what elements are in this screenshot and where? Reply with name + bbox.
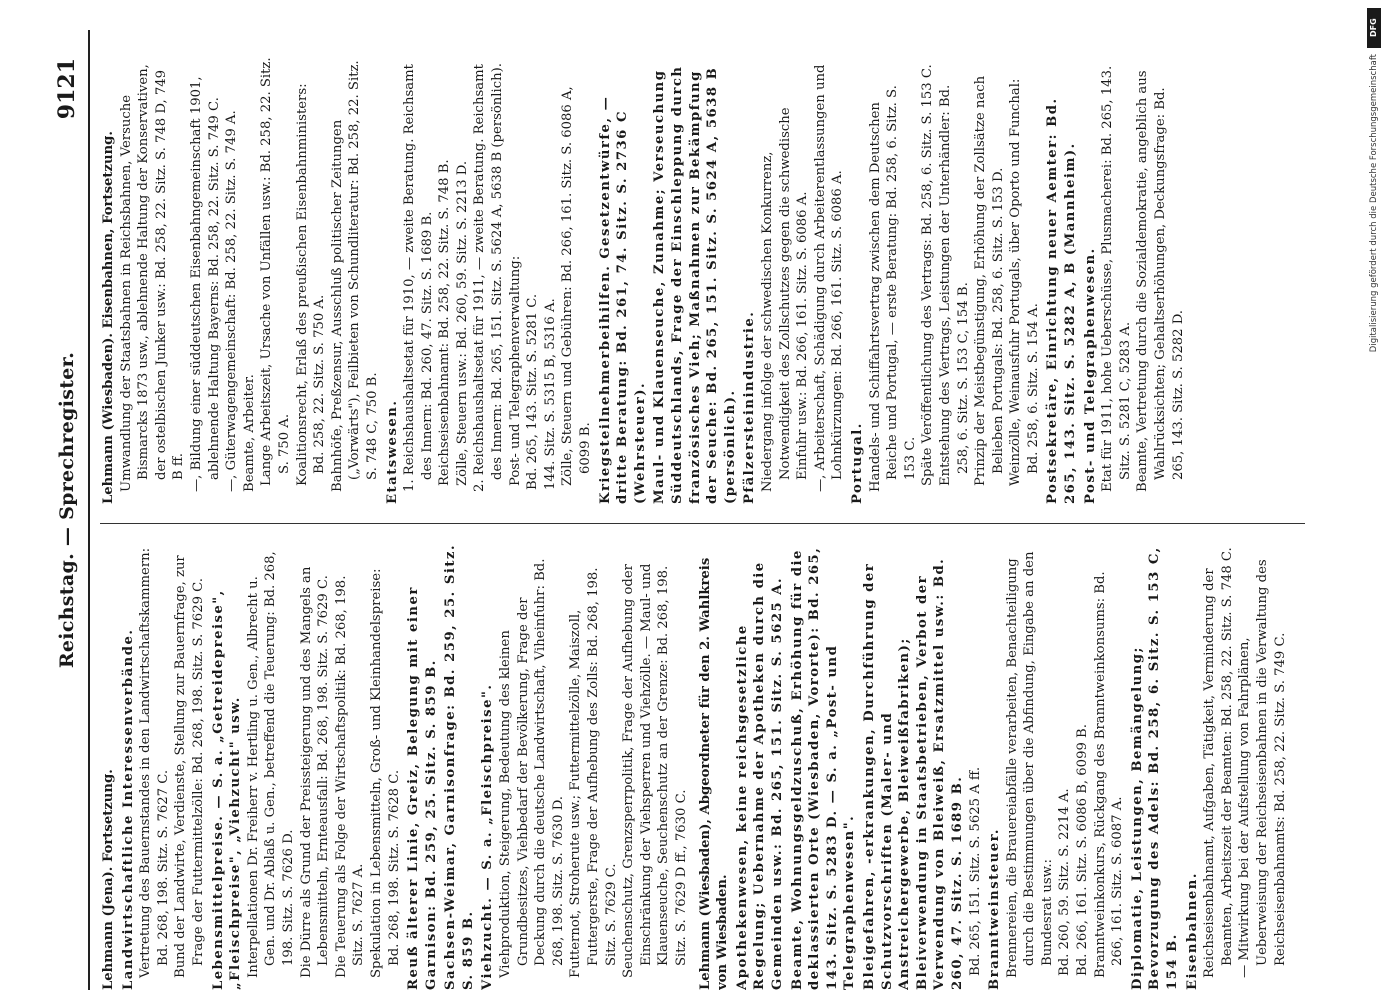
index-entry: Brennereien, die Brauereiabfälle verarbeiten, Benachteiligung durch die Bestimmungen über die Abfindung, Eingabe an den Bundesrat usw.: <box>1004 551 1055 978</box>
topic-heading: Branntweinsteuer. <box>987 828 1003 990</box>
index-entry: Handels- und Schiffahrtsvertrag zwischen dem Deutschen Reiche und Portugal, — erste Beratung: Bd. 258, 6. Sitz. S. 153 C. <box>867 85 918 492</box>
index-subentry: Prinzip der Meistbegünstigung, Erhöhung der Zollsätze nach Belieben Portugals: Bd. 258, 6. Sitz. S. 153 D. <box>973 75 1006 486</box>
topic-heading: Diplomatie, Leistungen, Bemängelung; Bevorzugung des Adels: Bd. 258, 6. Sitz. S. 153 C, 154 B. <box>1129 546 1181 990</box>
digitization-credit: Digitalisierung gefördert durch die Deutsche Forschungsgemeinschaft <box>1369 54 1379 353</box>
index-subentry: Weinzölle, Weinausfuhr Portugals, über Oporto und Funchal: Bd. 258, 6. Sitz. S. 154 A. <box>1008 78 1041 486</box>
index-entry: 1. Reichshaushaltsetat für 1910, — zweite Beratung. Reichsamt des Innern: Bd. 260, 47. Sitz. S. 1689 B. <box>402 64 435 492</box>
topic-heading: Post- und Telegraphenwesen. <box>1082 247 1098 504</box>
topic-heading: Postsekretäre, Einrichtung neuer Aemter: Bd. 265, 143. Sitz. S. 5282 A, B (Mannheim). <box>1045 97 1079 504</box>
index-reference: Bd. 266, 161. Sitz. S. 6086 B, 6099 B. <box>1075 724 1091 976</box>
index-entry: Die Dürre als Grund der Preissteigerung und des Mangels an Lebensmitteln, Ernteausfall: Bd. 268, 198. Sitz. S. 7629 C. <box>298 566 332 978</box>
member-heading: Lehmann (Jena). Fortsetzung. <box>101 769 116 990</box>
topic-heading: Eisenbahnen. <box>1184 872 1200 990</box>
header-rule <box>88 30 90 990</box>
index-entry: Vertretung des Bauernstandes in den Landwirtschaftskammern: Bd. 268, 198. Sitz. S. 7627 C. <box>138 547 171 978</box>
topic-heading: Pfälzersteinindustrie. <box>742 310 758 504</box>
index-entry: —, Bildung einer süddeutschen Eisenbahngemeinschaft 1901, ablehnende Haltung Bayerns: Bd. 258, 22. Sitz. S. 749 C. <box>188 76 222 492</box>
topic-heading: Landwirtschaftliche Interessenverbände. <box>120 628 136 990</box>
index-entry: Branntweinkonkurs, Rückgang des Branntweinkonsums: Bd. 266, 161. Sitz. S. 6087 A. <box>1092 571 1126 978</box>
index-entry: — Mitwirkung bei der Aufstellung von Fahrplänen, Ueberweisung der Reichseisenbahnen in die Verwaltung des Reichseisenbahnamts: Bd. 258, 22. Sitz. S. 749 C. <box>1237 559 1288 978</box>
running-head-title: Reichstag. — Sprechregister. <box>56 351 78 669</box>
digitization-note <box>1365 8 1383 998</box>
index-entry: Reichseisenbahnamt, Aufgaben, Tätigkeit, Verminderung der Beamten, Arbeitszeit der Beamten: Bd. 258, 22. Sitz. S. 748 C. <box>1202 547 1235 978</box>
index-subentry: Post- und Telegraphenverwaltung: <box>507 255 523 486</box>
topic-heading: Etatswesen. <box>384 399 400 504</box>
index-entry: Spekulation in Lebensmitteln, Groß- und Kleinhandelspreise: Bd. 268, 198. Sitz. S. 7628 C. <box>368 568 402 978</box>
index-subentry: Zölle, Steuern usw.: Bd. 260, 59. Sitz. S. 2213 D. <box>454 160 470 486</box>
index-entry: Umwandlung der Staatsbahnen in Reichsbahnen, Versuche Bismarcks 1873 usw., ablehnende Haltung der Konservativen, der ostelbischen Junker usw.: Bd. 258, 22. Sitz. S. 748 D, 749 B ff. <box>118 64 187 492</box>
index-entry: Interpellationen Dr. Freiherr v. Hertling u. Gen., Albrecht u. Gen. und Dr. Ablaß u. Gen., betreffend die Teuerung: Bd. 268, 198. Sitz. S. 7626 D. <box>245 551 296 978</box>
dfg-logo: DFG <box>1367 8 1381 48</box>
left-column <box>100 543 1310 990</box>
index-entry: Niedergang infolge der schwedischen Konkurrenz, Notwendigkeit des Zollschutzes gegen die schwedische Einfuhr usw.: Bd. 266, 161. Sitz. S. 6086 A. <box>759 107 811 492</box>
index-entry: 2. Reichshaushaltsetat für 1911, — zweite Beratung. Reichsamt des Innern: Bd. 265, 151. Sitz. S. 5624 A, 5638 B (persönlich). <box>472 63 506 492</box>
index-entry: Bund der Landwirte, Verdienste, Stellung zur Bauernfrage, zur Frage der Futtermittelzölle: Bd. 268, 198. Sitz. S. 7629 C. <box>173 555 206 978</box>
index-subentry: Koalitionsrecht, Erlaß des preußischen Eisenbahnministers: Bd. 258, 22. Sitz. S. 750 A. <box>294 83 328 486</box>
index-reference: 144. Sitz. S. 5315 B, 5316 A. <box>542 298 558 490</box>
index-entry: Beamte, Vertretung durch die Sozialdemokratie, angeblich aus Wahlrücksichten; Gehaltserhöhungen, Deckungsfrage: Bd. 265, 143. Sitz. S. 5282 D. <box>1135 70 1186 492</box>
topic-heading: Beamte, Wohnungsgeldzuschuß, Erhöhung für die deklassierten Orte (Wiesbaden, Vororte): Bd. 265, 143. Sitz. S. 5283 D. — S. a. „Post- und Telegraphenwesen". <box>789 546 858 990</box>
column-divider <box>100 523 1305 524</box>
index-entry: Beamte, Arbeiter. <box>241 374 257 492</box>
right-column <box>100 57 1310 504</box>
member-heading: Lehmann (Wiesbaden), Abgeordneter für den 2. Wahlkreis von Wiesbaden. <box>697 557 731 990</box>
topic-heading: Lebensmittelpreise. — S. a. „Getreidepreise", „Fleischpreise", „Viehzucht" usw. <box>210 589 244 990</box>
index-subentry: Zölle, Steuern und Gebühren: Bd. 266, 161. Sitz. S. 6086 A, 6099 B. <box>560 86 594 486</box>
topic-heading: Bleigefahren, -erkrankungen, Durchführung der Schutzvorschriften (Maler- und Anstreichergewerbe, Bleiweißfabriken); Bleiverwendung in Staatsbetrieben, Verbot der Verwendung von Bleiweiß, Ersatzmittel usw.: Bd. 260, 47. Sitz. S. 1689 B. <box>861 557 965 990</box>
index-entry: Etat für 1911, hohe Ueberschüsse, Plusmacherei: Bd. 265, 143. Sitz. S. 5281 C, 5283 A. <box>1100 65 1133 492</box>
index-entry: Die Teuerung als Folge der Wirtschaftspolitik: Bd. 268, 198. Sitz. S. 7627 A. <box>333 575 367 978</box>
index-subentry: Lange Arbeitszeit, Ursache von Unfällen usw.: Bd. 258, 22. Sitz. S. 750 A. <box>259 57 292 486</box>
index-subentry: Späte Veröffentlichung des Vertrags: Bd. 258, 6. Sitz. S. 153 C. <box>920 64 936 486</box>
member-heading: Lehmann (Wiesbaden). Eisenbahnen, Fortsetzung. <box>101 131 116 504</box>
index-entry: Seuchenschutz, Grenzsperrpolitik, Frage der Aufhebung oder Einschränkung der Viehsperren und Viehzölle. — Maul- und Klauenseuche, Seuchenschutz an der Grenze: Bd. 268, 198. Sitz. S. 7629 D ff., 7630 C. <box>621 563 689 978</box>
index-entry: Viehproduktion, Steigerung, Bedeutung des kleinen Grundbesitzes, Viehbedarf der Bevölkerung, Frage der Deckung durch die deutsche Landwirtschaft, Viheinfuhr: Bd. 268, 198. Sitz. S. 7630 D. <box>498 558 566 978</box>
index-entry: —, Güterwagengemeinschaft: Bd. 258, 22. Sitz. S. 749 A. <box>224 110 240 492</box>
page-number: 9121 <box>54 58 80 120</box>
index-entry: Futternot, Stroherute usw.; Futtermittelzölle, Maiszoll, Futtergerste, Frage der Aufhebung des Zolls: Bd. 268, 198. Sitz. S. 7629 C. <box>568 567 619 978</box>
index-reference: Bd. 265, 151. Sitz. S. 5625 A ff. <box>967 766 983 976</box>
topic-heading: Kriegsteilnehmerbeihilfen. Gesetzentwürfe, — dritte Beratung: Bd. 261, 74. Sitz. S. 2736 C (Wehrsteuer). <box>597 95 648 504</box>
running-head <box>52 30 92 990</box>
page-body <box>52 30 1314 990</box>
topic-heading: Reuß älterer Linie, Greiz, Belegung mit einer Garnison: Bd. 259, 25. Sitz. S. 859 B. <box>406 586 439 990</box>
index-subentry: Entstehung des Vertrags, Leistungen der Unterhändler: Bd. 258, 6. Sitz. S. 153 C, 154 B. <box>937 84 971 486</box>
index-entry: Bahnhöfe, Preßzensur, Ausschluß politischer Zeitungen („Vorwärts"), Feilbieten von Schundliteratur: Bd. 258, 22. Sitz. S. 748 C, 750 B. <box>329 60 380 492</box>
topic-heading: Portugal. <box>849 422 865 504</box>
index-subentry: Reichseisenbahnamt: Bd. 258, 22. Sitz. S. 748 B. <box>437 159 453 486</box>
index-entry: —, Arbeiterschaft, Schädigung durch Arbeiterentlassungen und Lohnkürzungen: Bd. 266, 161. Sitz. S. 6086 A. <box>812 64 846 492</box>
index-reference: Bd. 265, 143. Sitz. S. 5281 C. <box>525 293 541 490</box>
topic-heading: Sachsen-Weimar, Garnisonfrage: Bd. 259, 25. Sitz. S. 859 B. <box>443 543 476 990</box>
topic-heading: Viehzucht. — S. a. „Fleischpreise". <box>480 683 496 990</box>
topic-heading: Maul- und Klauenseuche, Zunahme; Verseuchung Süddeutschlands, Frage der Einschleppung durch französisches Vieh; Maßnahmen zur Bekämpfung der Seuche: Bd. 265, 151. Sitz. S. 5624 A, 5638 B (persönlich). <box>652 65 738 504</box>
index-reference: Bd. 260, 59. Sitz. S. 2214 A. <box>1057 788 1073 976</box>
topic-heading: Apothekenwesen, keine reichsgesetzliche Regelung; Uebernahme der Apotheken durch die Gemeinden usw.: Bd. 265, 151. Sitz. S. 5625 A. <box>734 561 785 990</box>
